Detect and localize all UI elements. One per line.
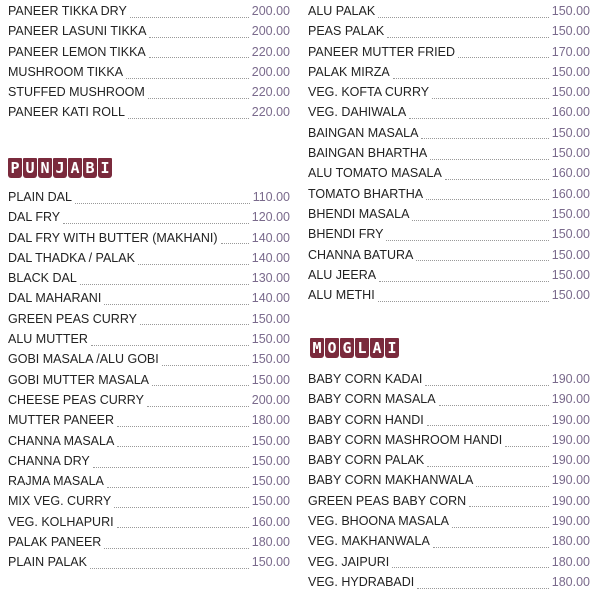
dot-leader [104,304,248,305]
menu-item [308,392,590,412]
item-price: 190.00 [551,372,590,386]
dot-leader [439,405,549,406]
item-name: BABY CORN KADAI [308,372,423,386]
item-price: 120.00 [251,210,290,225]
header-letter: G [340,338,354,358]
menu-item [8,535,290,555]
item-price: 150.00 [251,494,290,509]
item-price: 190.00 [551,473,590,488]
item-name: BABY CORN HANDI [308,412,424,427]
dot-leader [75,203,250,204]
menu-item [308,268,590,288]
item-price: 110.00 [252,190,290,204]
dot-leader [409,118,549,119]
item-name: BHENDI MASALA [308,206,410,221]
menu-item [8,190,290,210]
item-name: VEG. KOLHAPURI [8,514,114,529]
menu-item [308,514,590,534]
dot-leader [445,179,549,180]
item-name: VEG. JAIPURI [308,554,390,569]
item-price: 150.00 [551,24,590,39]
item-name: BHENDI FRY [308,227,384,242]
item-price: 180.00 [551,574,590,589]
menu-item [308,227,590,247]
header-letter: L [355,338,369,358]
item-name: GOBI MUTTER MASALA [8,372,149,387]
item-price: 190.00 [551,514,590,529]
menu-item [8,312,290,332]
item-price: 150.00 [251,332,290,347]
menu-item [308,473,590,493]
dot-leader [107,487,249,488]
menu-item [308,105,590,125]
item-price: 140.00 [251,230,290,245]
item-name: GOBI MASALA /ALU GOBI [8,352,159,367]
dot-leader [221,243,249,244]
item-price: 220.00 [251,105,290,120]
item-price: 190.00 [551,432,590,447]
item-name: ALU MUTTER [8,332,88,347]
menu-item [308,534,590,554]
dot-leader [126,78,249,79]
menu-item [8,291,290,311]
dot-leader [148,98,249,99]
menu-item [308,575,590,595]
item-price: 150.00 [251,474,290,489]
dot-leader [476,486,548,487]
item-price: 150.00 [251,433,290,448]
item-name: RAJMA MASALA [8,474,104,489]
item-price: 190.00 [551,493,590,508]
item-price: 200.00 [251,4,290,18]
item-name: STUFFED MUSHROOM [8,85,145,100]
item-price: 180.00 [551,554,590,569]
item-price: 150.00 [551,146,590,161]
menu-item [8,434,290,454]
header-letter: A [68,158,82,178]
menu-item [308,555,590,575]
dot-leader [458,57,549,58]
item-name: VEG. DAHIWALA [308,105,407,120]
item-name: PALAK PANEER [8,535,102,550]
item-name: VEG. KOFTA CURRY [308,85,430,100]
header-letter: N [38,158,52,178]
item-name: BABY CORN PALAK [308,453,425,468]
item-price: 130.00 [251,271,290,286]
menu-item [8,45,290,65]
item-price: 140.00 [251,250,290,265]
item-name: VEG. BHOONA MASALA [308,514,450,529]
header-letter: J [53,158,67,178]
menu-item [308,207,590,227]
item-name: BAINGAN MASALA [308,125,419,140]
item-price: 150.00 [251,372,290,387]
item-price: 140.00 [251,291,290,306]
dot-leader [91,345,249,346]
menu-item [308,433,590,453]
item-name: CHEESE PEAS CURRY [8,392,144,407]
item-name: PANEER LASUNI TIKKA [8,24,147,39]
dot-leader [138,264,249,265]
item-name: PALAK MIRZA [308,64,390,79]
menu-item [8,24,290,44]
item-price: 160.00 [251,514,290,529]
dot-leader [430,159,549,160]
menu-item [308,494,590,514]
item-name: BAINGAN BHARTHA [308,146,428,161]
item-name: PLAIN DAL [8,190,72,204]
dot-leader [387,37,549,38]
item-price: 150.00 [551,64,590,79]
header-letter: U [23,158,37,178]
dot-leader [378,301,549,302]
item-price: 160.00 [551,166,590,181]
item-name: ALU TOMATO MASALA [308,166,442,181]
menu-item [308,248,590,268]
menu-item [308,4,590,24]
item-price: 150.00 [551,288,590,303]
dot-leader [117,446,248,447]
right-top-list [308,4,590,308]
dot-leader [393,78,549,79]
item-name: PLAIN PALAK [8,555,87,570]
item-price: 160.00 [551,186,590,201]
item-name: PANEER LEMON TIKKA [8,44,146,59]
header-letter: B [83,158,97,178]
section-header-punjabi [8,158,112,178]
dot-leader [90,568,249,569]
menu-item [308,146,590,166]
dot-leader [452,527,549,528]
menu-item [8,332,290,352]
dot-leader [152,385,249,386]
item-name: BLACK DAL [8,271,77,286]
menu-item [8,85,290,105]
menu-item [8,352,290,372]
item-price: 180.00 [251,413,290,428]
dot-leader [80,284,249,285]
item-name: DAL FRY [8,210,61,225]
item-name: TOMATO BHARTHA [308,186,424,201]
item-name: GREEN PEAS CURRY [8,311,137,326]
item-name: MUSHROOM TIKKA [8,64,124,79]
menu-item [308,288,590,308]
menu-item [308,65,590,85]
dot-leader [432,98,549,99]
dot-leader [416,260,548,261]
dot-leader [417,588,548,589]
item-name: BABY CORN MAKHANWALA [308,473,474,488]
item-price: 220.00 [251,85,290,100]
menu-item [8,494,290,514]
dot-leader [140,324,249,325]
menu-item [308,187,590,207]
menu-item [8,393,290,413]
dot-leader [469,506,549,507]
item-name: CHANNA DRY [8,453,90,468]
item-price: 150.00 [551,267,590,282]
menu-item [8,413,290,433]
item-name: DAL THADKA / PALAK [8,250,135,265]
item-price: 150.00 [251,352,290,367]
item-price: 190.00 [551,453,590,468]
item-name: PEAS PALAK [308,24,385,39]
item-name: VEG. HYDRABADI [308,574,415,589]
dot-leader [433,547,549,548]
item-price: 150.00 [551,206,590,221]
dot-leader [412,220,548,221]
header-letter: O [325,338,339,358]
dot-leader [128,118,249,119]
dot-leader [93,467,249,468]
menu-item [8,271,290,291]
dot-leader [379,281,549,282]
dot-leader [114,507,249,508]
header-letter: I [385,338,399,358]
menu-item [8,251,290,271]
item-price: 150.00 [251,453,290,468]
item-name: ALU PALAK [308,4,376,18]
item-price: 180.00 [551,534,590,549]
dot-leader [149,57,249,58]
dot-leader [130,17,249,18]
dot-leader [147,406,249,407]
item-name: GREEN PEAS BABY CORN [308,493,467,508]
menu-item [8,231,290,251]
dot-leader [425,385,548,386]
dot-leader [149,37,248,38]
item-price: 200.00 [251,64,290,79]
item-price: 150.00 [551,125,590,140]
menu-item [8,515,290,535]
header-letter: P [8,158,22,178]
item-price: 150.00 [251,555,290,570]
item-name: DAL MAHARANI [8,291,102,306]
dot-leader [427,425,549,426]
menu-item [308,126,590,146]
menu-item [308,45,590,65]
item-name: MIX VEG. CURRY [8,494,112,509]
item-price: 190.00 [551,412,590,427]
dot-leader [378,17,549,18]
item-name: MUTTER PANEER [8,413,115,428]
item-price: 150.00 [551,85,590,100]
item-name: PANEER KATI ROLL [8,105,125,120]
punjabi-list [8,190,290,576]
item-price: 150.00 [251,311,290,326]
menu-item [8,474,290,494]
dot-leader [427,466,549,467]
item-name: ALU METHI [308,288,375,303]
menu-item [8,210,290,230]
item-price: 150.00 [551,247,590,262]
item-price: 150.00 [551,4,590,18]
dot-leader [63,223,249,224]
item-name: PANEER MUTTER FRIED [308,44,455,59]
item-name: BABY CORN MASHROOM HANDI [308,432,503,447]
dot-leader [117,527,249,528]
dot-leader [421,138,548,139]
header-letter: M [310,338,324,358]
item-price: 180.00 [251,535,290,550]
item-price: 170.00 [551,44,590,59]
item-name: BABY CORN MASALA [308,392,436,407]
item-price: 150.00 [551,227,590,242]
left-top-list [8,4,290,126]
dot-leader [392,567,548,568]
menu-item [308,453,590,473]
menu-item [8,65,290,85]
item-name: ALU JEERA [308,267,377,282]
dot-leader [386,240,548,241]
section-header-moglai [310,338,399,358]
item-price: 220.00 [251,44,290,59]
header-letter: I [98,158,112,178]
item-name: DAL FRY WITH BUTTER (MAKHANI) [8,230,218,245]
menu-item [308,85,590,105]
item-name: CHANNA BATURA [308,247,414,262]
menu-item [8,4,290,24]
menu-item [8,373,290,393]
dot-leader [117,426,249,427]
item-price: 200.00 [251,24,290,39]
header-letter: A [370,338,384,358]
item-price: 190.00 [551,392,590,407]
menu-item [8,555,290,575]
item-price: 160.00 [551,105,590,120]
menu-item [308,413,590,433]
item-price: 200.00 [251,392,290,407]
dot-leader [162,365,249,366]
dot-leader [505,446,549,447]
dot-leader [426,199,549,200]
item-name: CHANNA MASALA [8,433,115,448]
menu-item [308,166,590,186]
menu-item [308,24,590,44]
menu-item [308,372,590,392]
dot-leader [104,548,248,549]
item-name: VEG. MAKHANWALA [308,534,430,549]
item-name: PANEER TIKKA DRY [8,4,127,18]
menu-item [8,454,290,474]
menu-item [8,105,290,125]
moglai-list [308,372,590,595]
